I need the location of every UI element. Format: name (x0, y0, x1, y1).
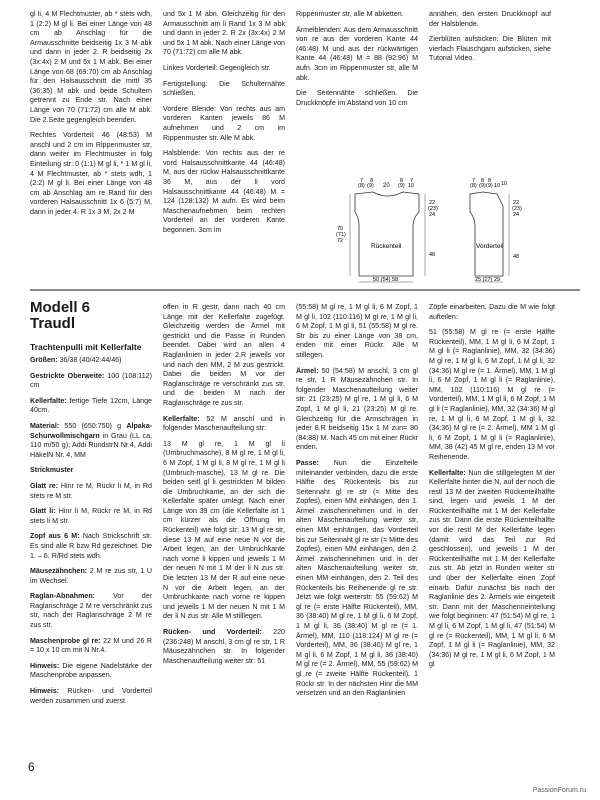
paragraph: Fertigstellung: Die Schulternähte schließen. (163, 79, 285, 98)
back-height-2: 72 (337, 238, 344, 244)
paragraph: Gestrickte Oberweite: 100 (108:112) cm (30, 371, 152, 390)
paragraph: Kellerfalte: 52 M anschl und in folgender Maschenaufteilung str: (163, 414, 285, 433)
top-column-1 (30, 10, 152, 223)
paragraph: annähen, den ersten Druckknopf auf der Halsblende. (429, 10, 551, 28)
garment-schematic (315, 178, 585, 288)
front-piece-outline (470, 192, 503, 276)
front-top-left-3: 8 (481, 178, 485, 184)
model-subtitle: Trachtenpulli mit Kellerfalte (30, 342, 142, 352)
paragraph: Raglan-Abnahmen: Vor der Raglanschräge 2 M re verschränkt zus str, nach der Raglanschräge 2 M re zus str. (30, 592, 152, 630)
back-shoulder-right-2: 10 (408, 183, 415, 189)
paragraph: Maschenprobe gl re: 22 M und 26 R = 10 x 10 cm mit N Nr.4. (30, 636, 152, 655)
paragraph: Linkes Vorderteil: Gegengleich str. (163, 63, 271, 72)
front-top-right: 10 (501, 181, 508, 187)
paragraph: Rücken- und Vorderteil: 220 (236:248) M anschl, 3 cm gl re str, 1 R Mäusezähnchen str. In folgender Maschenaufteilung weiter str: 51 (163, 628, 285, 665)
paragraph: Mäusezähnchen: 2 M re zus str, 1 U im Wechsel. (30, 567, 152, 585)
paragraph: offen in R gestr, dann nach 40 cm Länge mit der Kellerfalte zugefügt. Gleichzeitig werden die Ärmel mit gestrickt und die Passe in Runden beendet. Dabei wird an allen 4 Raglanlinien in jeder 2.R jeweils vor und nach den MM, 2 M zus gestrickt. Dabei die beiden M vor der Raglanschräge re verschränkt zus str, und die beiden M nach der Raglanschräge re zus str. (163, 303, 285, 407)
site-watermark: PassionForum.ru (532, 787, 586, 794)
paragraph: 51 (55:58) M gl re (= erste Hälfte Rückenteil), MM, 1 M gl li, 6 M Zopf, 1 M gl li (= Raglanlinie), MM, 32 (34:36) M gl re, 1 M gl li, 6 M Zopf, 1 M gl li, 32 (34:36) M gl re (= 1. Ärmel), MM, 1 M gl li, 6 M Zopf, 1 M gl li (= Raglanlinie), MM, 102 (110:116) M gl re (= Vorderteil), MM, 1 M gl li, 6 M Zopf, 1 M gl li (= Raglanlinie), MM, 32 (34:36) M gl re, 1 M gl li, 6 M Zopf, 1 M gl li, 32 (34:36) M gl re (= 2. Ärmel), MM 1 M gl li, 6 M Zopf, 1 M gl li (= Raglanlinie), MM, 38 (42) 45 M gl re, enden 13 M vor Reihenende. (429, 328, 555, 461)
paragraph: 13 M gl re, 1 M gl li (Umbruchmasche), 8 M gl re, 1 M gl li, 6 M Zopf, 1 M gl li, 8 M gl re, 1 M gl li (Umbruch-masche), 13 M gl re. Die beiden seitl gl li gestrickten M bilden die Umbruchkante, an der sich die Kellerfalte später umlegt. Nach einer Länge von 39 cm (die Kellerfalte ist 1 cm kürzer als die Öffnung im Rückenteil) wie folgt str: 13 M gl re str, diese 13 M auf eine neue N vor die Arbeit legen, an der Umbruchkante nach vorne li kippen und jeweils 1 M der neuen N mit 1 M der li N zus str. Die letzten 13 M der R auf eine neue N vor die Arbeit legen, an der Umbruchkante nach vorne re kippen und jeweils 1 M der neuen N mit 1 M der li N zus str. Alle M stilllegen. (163, 439, 285, 621)
front-top-mid-2: 10 (494, 183, 501, 189)
back-piece-label: Rückenteil (371, 243, 402, 250)
paragraph: Glatt re: Hinr re M, Rückr li M, in Rd stets re M str. (30, 481, 153, 500)
paragraph: Glatt li: Hinr li M, Rückr re M, in Rd stets li M str. (30, 507, 153, 525)
paragraph: Halsblende: Von rechts aus der re vord Halsausschnittkante 44 (46:48) M, aus der rückw Halsausschnittkante 36 M, aus der li vord Halsausschnittkante 44 (46:48) M = 124 (128:132) M aufn. Es wird beim Maschenaufnehmen beim rechten Vorderteil an der vorderen Kante begonnen. 3cm im (163, 149, 285, 234)
paragraph: Strickmuster (30, 466, 74, 475)
paragraph: Rechtes Vorderteil: 46 (48:53) M anschl und 2 cm im Rippenmuster str, dann weiter im Flechtmuster in folg Einteilung str: 0 (1:1) M gl li, * 1 M gl li, 4 M Flechtmuster, ab * stets wdh, 1 (2:2) M gl li. Bei einer Länge von 48 cm ab Anschlag am re Rand für den vorderen Halsausschnitt 1x 6 (5:7) M, dann in jeder 4. R 1x 3 M, 2x 2 M (30, 131, 152, 216)
page-number: 6 (28, 760, 35, 774)
back-shoulder-right-3: 7 (410, 178, 414, 184)
front-top-mid-0: 8 (488, 178, 492, 184)
paragraph: Material: 550 (650:750) g Alpaka-Schurwollmischgarn in Grau (LL ca. 110 m/50 g); Addi RundstrN Nr.4, Addi HäkelN Nr. 4, MM (30, 421, 152, 459)
back-arm-2: 24 (429, 212, 436, 218)
top-column-2 (163, 10, 285, 241)
front-top-left-2: (9) (479, 183, 486, 189)
model-title-line-1: Modell 6 (30, 299, 91, 316)
back-arm-0: 22 (429, 200, 436, 206)
paragraph: Zöpfe einarbeiten. Dazu die M wie folgt aufteilen: (429, 303, 555, 321)
model-column-4 (429, 303, 555, 676)
front-arm-2: 24 (513, 212, 520, 218)
paragraph: Ärmelblenden: Aus dem Armausschnitt von re aus der vorderen Kante 44 (46:48) M und aus der rückwärtigen Kante 44 (46:48) M = 88 (92:96) M aufn. 3cm im Rippenmuster str, alle M abk. (296, 25, 418, 82)
paragraph: gl li, 4 M Flechtmuster, ab * stets wdh, 1 (2:2) M gl li. Bei einer Länge von 48 cm ab Anschlag für die Armausschnitte beidseitig 1x 3 M abk und dann in jeder 2. R beidseitig 2x (3x:4x) 2 M und 5x 1 M abk. Bei einer Länge von 68 (69:70) cm ab Anschlag für den Halsausschnitt die mittl 35 (36:35) M abk und beide Schultern getrennt zu Ende str. Nach einer Länge von 70 (71:72) cm alle M abk. Die 2.Seite gegengleich beenden. (30, 10, 152, 124)
front-arm-1: (23) (512, 206, 522, 212)
paragraph: Rippenmuster str, alle M abketten. (296, 10, 404, 18)
paragraph: Passe: Nun die Einzelteile miteinander verbinden, dazu die erste Hälfte des Rückenteils bis zur Seitennaht gl re str (= Mitte des Zopfes), einen MM einhängen, den 1. Ärmel zwischennehmen und in der alten Maschenaufteilung weiter str, einen MM einhängen, das Vorderteil bis zur Seitennaht gl re str (= Mitte des Zopfes), einen MM einhängen, den 2. Ärmel zwischennehmen und in der alten Maschenaufteilung weiter str, einen MM einhängen, den 2. Teil des Rückenteils bis Reihenende gl re str. Jetzt wie folgt weiterstr: 55 (59:62) M gl re (= erste Hälfte Rückenteil), MM, 36 (38:40) M gl re, 1 M gl li, 6 M Zopf, 1 M gl li, 36 (38:40) M gl re (= 1. Ärmel), MM, 110 (118:124) M gl re (= Vorderteil), MM, 36 (38:40) M gl re, 1 M gl li, 6 M Zopf, 1 M gl li, 36 (38:40) M gl re (= 2. Ärmel), MM, 55 (59:62) M gl re (= zweite Hälfte Rückenteil). 1 Rückr str. In der nächsten Hinr die MM versetzen und an den Raglanlinien (296, 458, 418, 698)
back-shoulder-left-2: (9) (367, 183, 374, 189)
model-column-2 (163, 303, 285, 672)
back-neck-width: 20 (383, 183, 390, 189)
back-width: 50 (54) 58 (373, 277, 399, 283)
model-column-1 (30, 356, 152, 712)
back-height-0: 70 (337, 226, 344, 232)
back-piece-outline (355, 192, 419, 276)
paragraph: Kellerfalte: Nun die stillgelegten M der Kellerfalte hinter die N, auf der noch die restl 13 M der zweiten Rückenteilhälfte sind, legen und jeweils 1 M der Rückenteilhälfte mit 1 M der Kellerfalte zus str. Dann die erste Rückenteilhälfte vor die restl M der Kellerfalte legen (damit wird das Teil zur Rd geschlossen), und jeweils 1 M der Rückenteilhälfte mit 1 M der Kellerfalte zus str. Ab jetzt in Runden weiter str und über der Kellerfalte einen Zopf einarb. Dafür zunächst bis nach der Raglanlinie des 2. Ärmels wie eingeteilt str. Dann mit der Maschenneinteilung wie folgt beginnen: 47 (51:54) M gl re, 1 M gl li, 6 M Zopf, 1 M gl li, 47 (51:54) M gl re (= Rückenteil), MM, 1 M gl li, 6 M Zopf, 1 M gl li (= Raglanlinie), MM, 32 (34:36) M gl re, 1 M gl li, 6 M Zopf, 1 M gl (429, 468, 555, 669)
front-top-mid-1: (9) (486, 183, 493, 189)
model-title-line-2: Traudl (30, 315, 76, 332)
front-piece-label: Vorderteil (476, 243, 504, 250)
model-title (30, 300, 150, 332)
paragraph: und 5x 1 M abn. Gleichzeitig für den Armausschnitt am li Rand 1x 3 M abk und dann in jeder 2. R 2x (3x:4x) 2 M und 5x 1 M abk. Nach einer Länge von 70 (71:72) cm alle M abk. (163, 10, 285, 57)
paragraph: Größen: 36/38 (40/42:44/46) (30, 356, 122, 364)
paragraph: Zopf aus 6 M: Nach Strickschrift str. Es sind alle R bzw Rd gezeichnet. Die 1. – 6. R/Rd stets wdh. (30, 532, 152, 560)
back-height-1: (71) (336, 232, 346, 238)
paragraph: Ärmel: 50 (54:58) M anschl, 3 cm gl re str, 1 R Mäusezähnchen str. In folgender Maschenaufteilung weiter str: 21 (23:25) M gl re, 1 M gl li, 6 M Zopf, 1 M gl li, 21 (23:25) M gl re. Gleichzeitig für die Armschrägen in jeder 8.R beidseitig 15x 1 M zun= 80 (84:88) M. Nach 45 cm mit einer Rückr enden. (296, 366, 418, 452)
back-shoulder-left-0: 7 (360, 178, 364, 184)
paragraph: Kellerfalte: fertige Tiefe 12cm, Länge 40cm. (30, 396, 152, 415)
back-shoulder-right-1: (9) (398, 183, 405, 189)
top-column-3 (296, 10, 418, 114)
front-width: 25 (27) 29 (475, 277, 501, 283)
paragraph: Hinweis: Die eigene Nadelstärke der Maschenprobe anpassen. (30, 661, 152, 680)
back-shoulder-left-1: (8) (358, 183, 365, 189)
back-arm-1: (23) (428, 206, 438, 212)
paragraph: Hinweis: Rücken- und Vorderteil werden zusammen und zuerst (30, 687, 152, 705)
front-arm-0: 22 (513, 200, 520, 206)
front-side-length: 48 (513, 254, 520, 260)
front-top-left-0: 7 (472, 178, 476, 184)
back-shoulder-right-0: 8 (400, 178, 404, 184)
model-column-3 (296, 303, 418, 705)
top-column-4 (429, 10, 551, 70)
back-side-length: 48 (429, 252, 436, 258)
back-shoulder-left-3: 8 (370, 178, 374, 184)
front-top-left-1: (8) (470, 183, 477, 189)
paragraph: Vordere Blende: Von rechts aus am vorderen Kanten jeweils 86 M aufnehmen und 2 cm im Rippenmuster str. Alle M abk. (163, 104, 285, 142)
paragraph: (55:58) M gl re, 1 M gl li, 6 M Zopf, 1 M gl li, 102 (110:116) M gl re, 1 M gl li, 6 M Zopf, 1 M gl li, 51 (55:58) M gl re. Str bis zu einer Länge von 38 cm, enden mit einer Rückr. Alle M stillegen. (296, 303, 418, 359)
paragraph: Die Seitennähte schließen. Die Druckknöpfe im Abstand von 10 cm (296, 89, 418, 107)
paragraph: Zierblüten aufsticken: Die Blüten mit vierfach Flauschgarn aufsticken, siehe Tutorial Video. (429, 35, 551, 63)
section-divider (30, 289, 580, 291)
